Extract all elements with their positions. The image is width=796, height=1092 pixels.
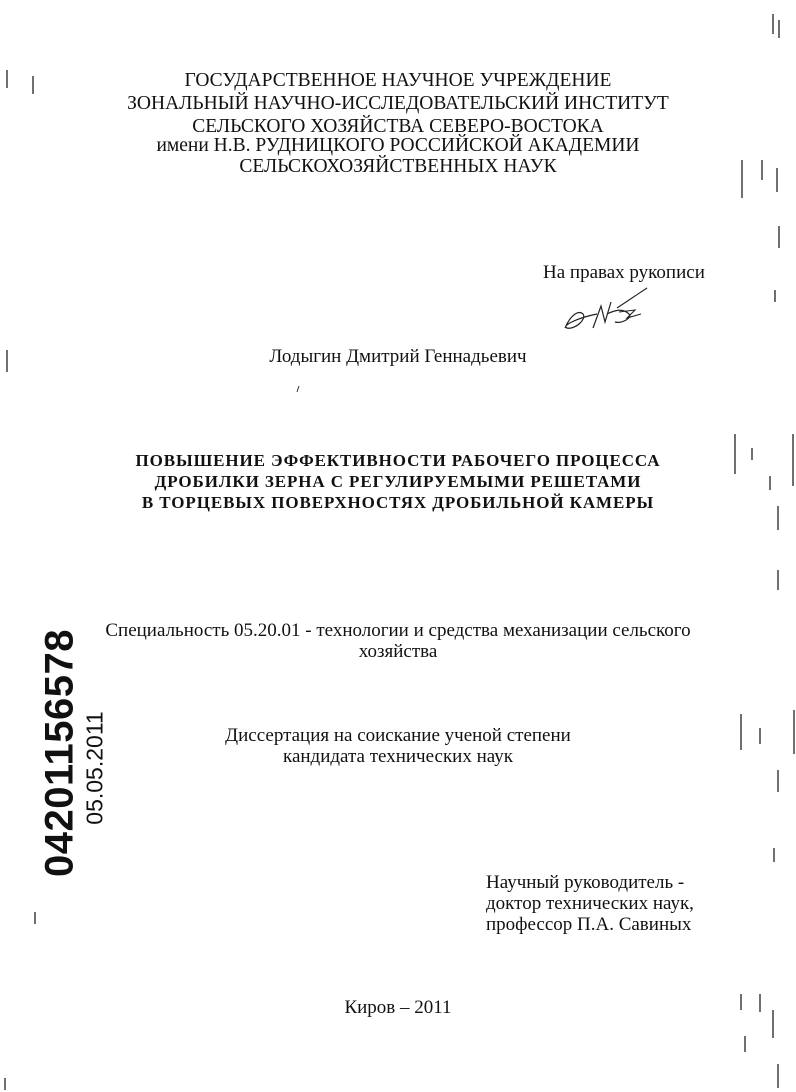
specialty-line-1: Специальность 05.20.01 - технологии и средства механизации сельского bbox=[105, 620, 691, 641]
title-line-3: В ТОРЦЕВЫХ ПОВЕРХНОСТЯХ ДРОБИЛЬНОЙ КАМЕРЫ bbox=[141, 493, 655, 512]
signature-icon bbox=[557, 284, 652, 336]
title-line-2: ДРОБИЛКИ ЗЕРНА С РЕГУЛИРУЕМЫМИ РЕШЕТАМИ bbox=[154, 472, 642, 491]
library-stamp-date: 05.05.2011 bbox=[81, 711, 108, 825]
institution-line-2: ЗОНАЛЬНЫЙ НАУЧНО-ИССЛЕДОВАТЕЛЬСКИЙ ИНСТИТУТ bbox=[127, 93, 669, 114]
institution-line-1: ГОСУДАРСТВЕННОЕ НАУЧНОЕ УЧРЕЖДЕНИЕ bbox=[184, 70, 612, 91]
supervisor-line-3: профессор П.А. Савиных bbox=[486, 914, 692, 935]
manuscript-note: На правах рукописи bbox=[543, 262, 705, 283]
institution-line-3: СЕЛЬСКОГО ХОЗЯЙСТВА СЕВЕРО-ВОСТОКА bbox=[192, 116, 604, 137]
author-name: Лодыгин Дмитрий Геннадьевич bbox=[269, 346, 527, 367]
dissertation-line-1: Диссертация на соискание ученой степени bbox=[225, 725, 571, 746]
institution-line-5: СЕЛЬСКОХОЗЯЙСТВЕННЫХ НАУК bbox=[239, 156, 557, 177]
supervisor-line-2: доктор технических наук, bbox=[486, 893, 694, 914]
supervisor-line-1: Научный руководитель - bbox=[486, 872, 685, 893]
library-stamp-number: 04201156578 bbox=[37, 629, 82, 877]
specialty-line-2: хозяйства bbox=[358, 641, 438, 662]
institution-line-4: имени Н.В. РУДНИЦКОГО РОССИЙСКОЙ АКАДЕМИИ bbox=[156, 135, 640, 156]
title-line-1: ПОВЫШЕНИЕ ЭФФЕКТИВНОСТИ РАБОЧЕГО ПРОЦЕССА bbox=[135, 451, 661, 470]
city-year: Киров – 2011 bbox=[344, 997, 452, 1018]
dissertation-line-2: кандидата технических наук bbox=[283, 746, 513, 767]
